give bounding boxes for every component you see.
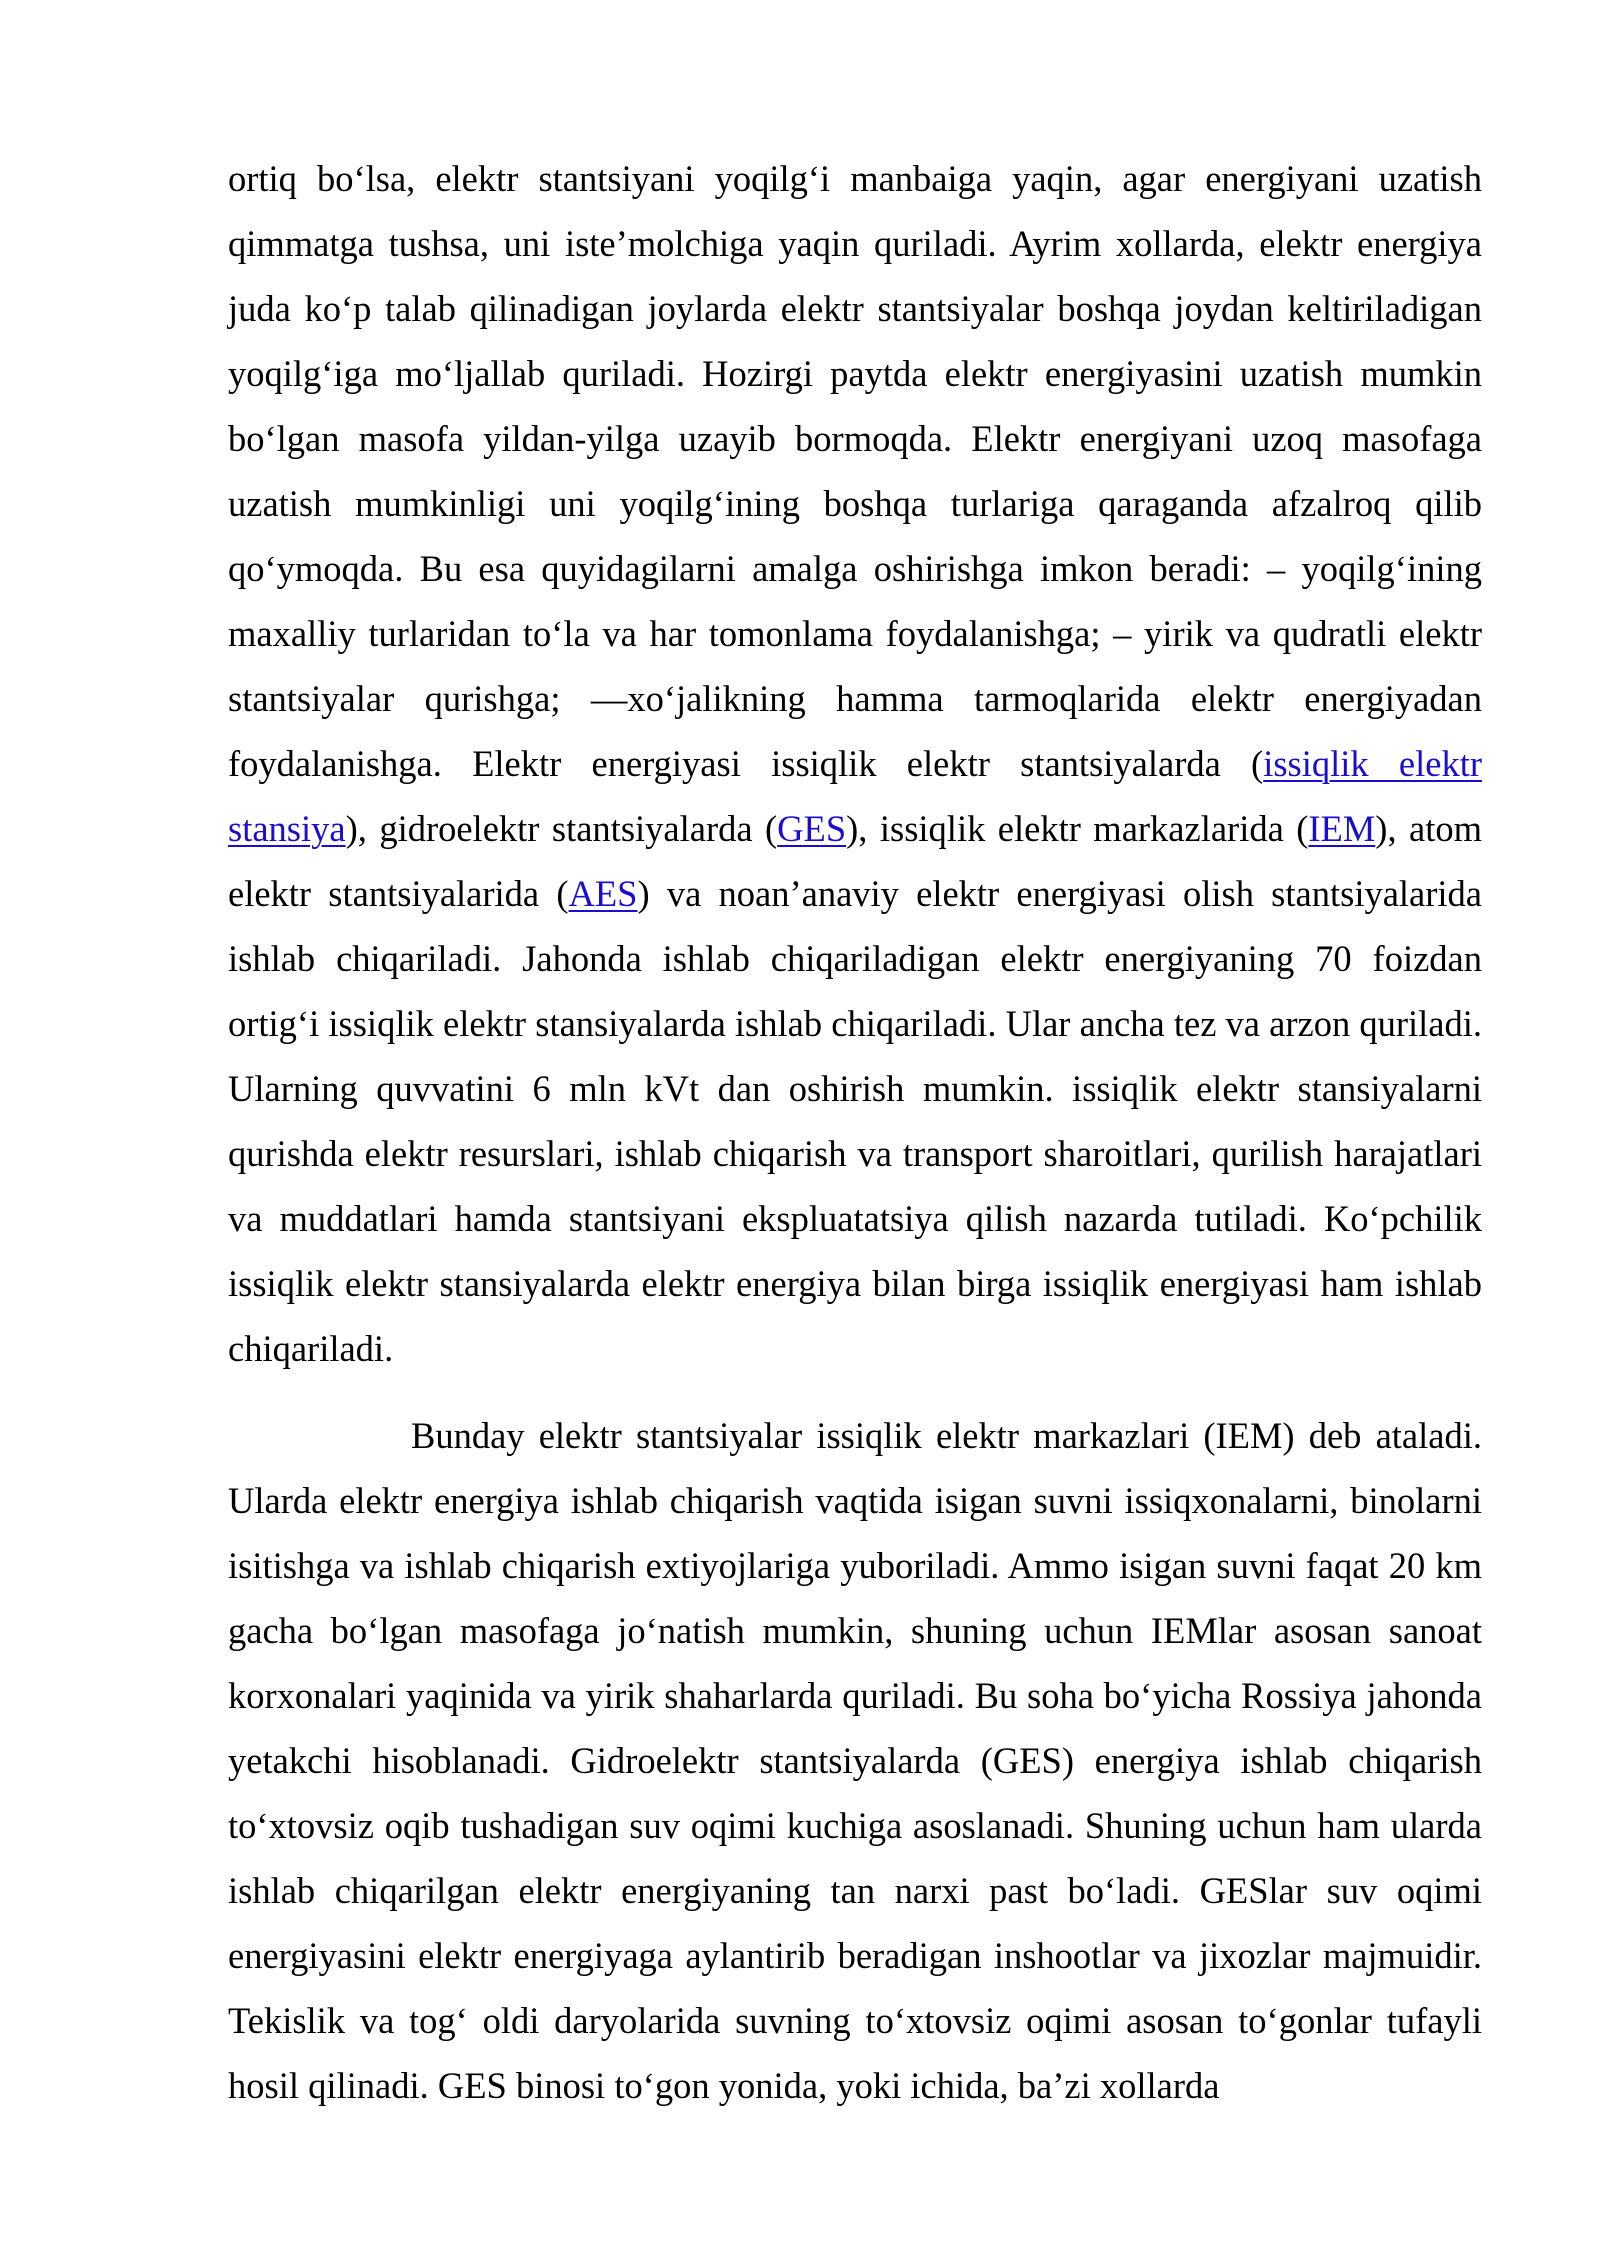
paragraph-1-text-4: ), atom elektr stantsiyalarida (: [228, 808, 1483, 914]
paragraph-2: Bunday elektr stantsiyalar issiqlik elektr markazlari (IEM) deb ataladi. Ularda elektr energiya ishlab chiqarish vaqtida isigan suvni issiqxonalarni, binolarni isitishga va ishlab chiqarish extiyojlariga yuboriladi. Ammo isigan suvni faqat 20 km gacha bo‘lgan masofaga jo‘natish mumkin, shuning uchun IEMlar asosan sanoat korxonalari yaqinida va yirik shaharlarda quriladi. Bu soha bo‘yicha Rossiya jahonda yetakchi hisoblanadi. Gidroelektr stantsiyalarda (GES) energiya ishlab chiqarish to‘xtovsiz oqib tushadigan suv oqimi kuchiga asoslanadi. Shuning uchun ham ularda ishlab chiqarilgan elektr energiyaning tan narxi past bo‘ladi. GESlar suv oqimi energiyasini elektr energiyaga aylantirib beradigan inshootlar va jixozlar majmuidir. Tekislik va tog‘ oldi daryolarida suvning to‘xtovsiz oqimi asosan to‘gonlar tufayli hosil qilinadi. GES binosi to‘gon yonida, yoki ichida, ba’zi xollarda: [228, 1415, 1482, 2106]
paragraph-1-text-1: ortiq bo‘lsa, elektr stantsiyani yoqilg‘i manbaiga yaqin, agar energiyani uzatish qimmatga tushsa, uni iste’molchiga yaqin quriladi. Ayrim xollarda, elektr energiya juda ko‘p talab qilinadigan joylarda elektr stantsiyalar boshqa joydan keltiriladigan yoqilg‘iga mo‘ljallab quriladi. Hozirgi paytda elektr energiyasini uzatish mumkin bo‘lgan masofa yildan-yilga uzayib bormoqda. Elektr energiyani uzoq masofaga uzatish mumkinligi uni yoqilg‘ining boshqa turlariga qaraganda afzalroq qilib qo‘ymoqda. Bu esa quyidagilarni amalga oshirishga imkon beradi: – yoqilg‘ining maxalliy turlaridan to‘la va har tomonlama foydalanishga; – yirik va qudratli elektr stantsiyalar qurishga; —xo‘jalikning hamma tarmoqlarida elektr energiyadan foydalanishga. Elektr energiyasi issiqlik elektr stantsiyalarda (: [228, 158, 1482, 784]
document-page: [228, 146, 1482, 2118]
paragraph-1: [228, 146, 1482, 1381]
link-ges[interactable]: GES: [777, 808, 847, 849]
paragraph-1-text-5: ) va noan’anaviy elektr energiyasi olish stantsiyalarida ishlab chiqariladi. Jahonda ishlab chiqariladigan elektr energiyaning 70 foizdan ortig‘i issiqlik elektr stansiyalarda ishlab chiqariladi. Ular ancha tez va arzon quriladi. Ularning quvvatini 6 mln kVt dan oshirish mumkin. issiqlik elektr stansiyalarni qurishda elektr resurslari, ishlab chiqarish va transport sharoitlari, qurilish harajatlari va muddatlari hamda stantsiyani ekspluatatsiya qilish nazarda tutiladi. Ko‘pchilik issiqlik elektr stansiyalarda elektr energiya bilan birga issiqlik energiyasi ham ishlab chiqariladi.: [228, 873, 1482, 1369]
link-iem[interactable]: IEM: [1308, 808, 1376, 849]
paragraph-1-text-2: ), gidroelektr stantsiyalarda (: [345, 808, 778, 849]
link-issiqlik-elektr-stansiya[interactable]: issiqlik elektr stansiya: [228, 743, 1482, 849]
paragraph-1-text-3: ), issiqlik elektr markazlarida (: [846, 808, 1309, 849]
link-aes[interactable]: AES: [568, 873, 638, 914]
